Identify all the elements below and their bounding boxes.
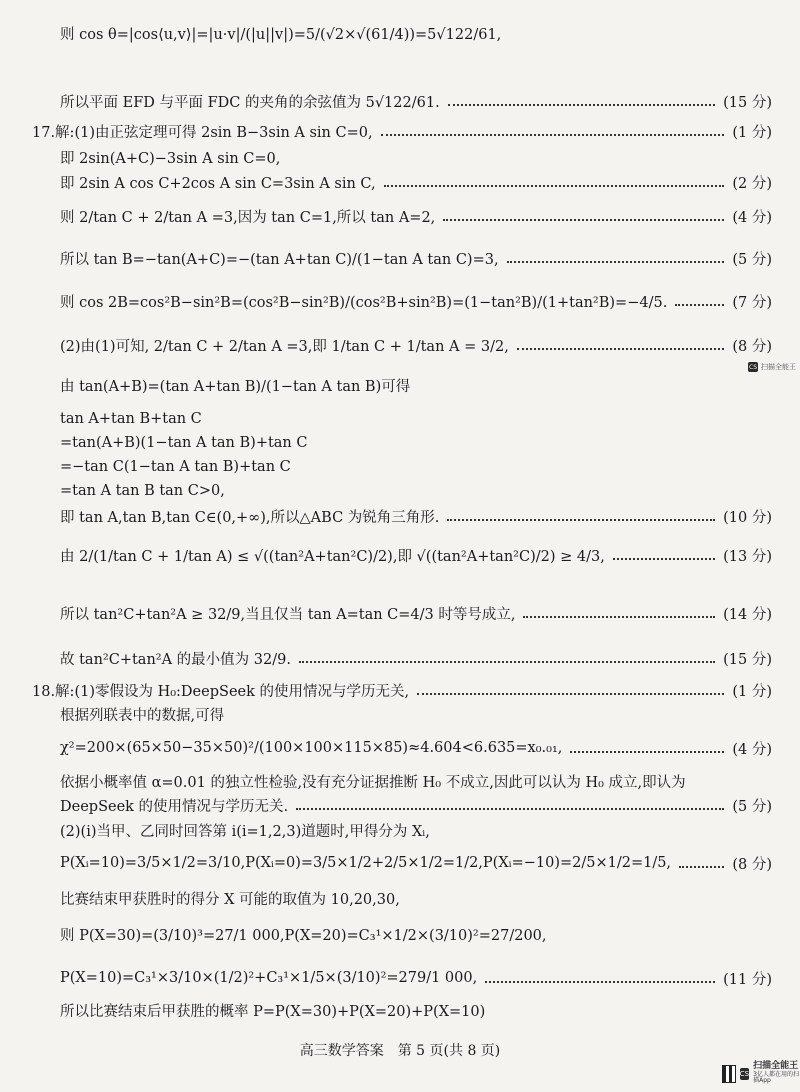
scanner-logo-icon: CS xyxy=(739,1069,750,1078)
text-line: 则 2/tan C + 2/tan A =3,因为 tan C=1,所以 tan A=2, (4 分) xyxy=(60,209,772,226)
text-line: 依据小概率值 α=0.01 的独立性检验,没有充分证据推断 H₀ 不成立,因此可以认为 H₀ 成立,即认为 xyxy=(60,774,686,791)
qr-code-icon xyxy=(722,1065,736,1083)
text-line: =tan A tan B tan C>0, xyxy=(60,483,225,499)
scanner-tagline: 3亿人都在用的扫描App xyxy=(753,1070,799,1085)
text-line: DeepSeek 的使用情况与学历无关. (5 分) xyxy=(60,798,772,815)
text-line: (2)由(1)可知, 2/tan C + 2/tan A =3,即 1/tan C + 1/tan A = 3/2, (8 分) xyxy=(60,338,772,355)
text-line: 由 tan(A+B)=(tan A+tan B)/(1−tan A tan B)可得 xyxy=(60,378,411,395)
text-line: tan A+tan B+tan C xyxy=(60,411,202,427)
text-line: 即 tan A,tan B,tan C∈(0,+∞),所以△ABC 为锐角三角形. (10 分) xyxy=(60,509,772,526)
scanner-watermark xyxy=(748,362,796,372)
text-line: 所以 tan²C+tan²A ≥ 32/9,当且仅当 tan A=tan C=4/3 时等号成立, (14 分) xyxy=(60,606,772,623)
text-line: 18.解:(1)零假设为 H₀:DeepSeek 的使用情况与学历无关, (1 分) xyxy=(32,683,772,700)
text-line: 即 2sin(A+C)−3sin A sin C=0, xyxy=(60,150,281,167)
text-line: 所以平面 EFD 与平面 FDC 的夹角的余弦值为 5√122/61. (15 分) xyxy=(60,94,772,111)
text-line: (2)(i)当甲、乙同时回答第 i(i=1,2,3)道题时,甲得分为 Xᵢ, xyxy=(60,823,430,840)
scanner-badge xyxy=(722,1062,800,1085)
scanner-brand: 扫描全能王 xyxy=(753,1061,799,1071)
text-line: 比赛结束甲获胜时的得分 X 可能的取值为 10,20,30, xyxy=(60,891,400,908)
text-line: P(Xᵢ=10)=3/5×1/2=3/10,P(Xᵢ=0)=3/5×1/2+2/5×1/2=1/2,P(Xᵢ=−10)=2/5×1/2=1/5, (8 分) xyxy=(60,855,772,873)
text-line: 17.解:(1)由正弦定理可得 2sin B−3sin A sin C=0, (1 分) xyxy=(32,124,772,141)
text-line: 则 cos θ=|cos⟨u,v⟩|=|u·v|/(|u||v|)=5/(√2×√(61/4))=5√122/61, xyxy=(60,26,502,43)
text-line: χ²=200×(65×50−35×50)²/(100×100×115×85)≈4.604<6.635=x₀.₀₁, (4 分) xyxy=(60,740,772,758)
text-line: =tan(A+B)(1−tan A tan B)+tan C xyxy=(60,435,308,451)
text-line: 则 cos 2B=cos²B−sin²B=(cos²B−sin²B)/(cos²B+sin²B)=(1−tan²B)/(1+tan²B)=−4/5. (7 分) xyxy=(60,294,772,311)
text-line: 所以比赛结束后甲获胜的概率 P=P(X=30)+P(X=20)+P(X=10) xyxy=(60,1003,486,1020)
page-footer: 高三数学答案 第 5 页(共 8 页) xyxy=(299,1043,501,1059)
text-line: 即 2sin A cos C+2cos A sin C=3sin A sin C, (2 分) xyxy=(60,175,772,192)
text-line: P(X=10)=C₃¹×3/10×(1/2)²+C₃¹×1/5×(3/10)²=279/1 000, (11 分) xyxy=(60,970,772,988)
text-line: 由 2/(1/tan C + 1/tan A) ≤ √((tan²A+tan²C)/2),即 √((tan²A+tan²C)/2) ≥ 4/3, (13 分) xyxy=(60,548,772,565)
text-line: 故 tan²C+tan²A 的最小值为 32/9. (15 分) xyxy=(60,651,772,668)
text-line: =−tan C(1−tan A tan B)+tan C xyxy=(60,459,291,475)
text-line: 则 P(X=30)=(3/10)³=27/1 000,P(X=20)=C₃¹×1/2×(3/10)²=27/200, xyxy=(60,927,547,944)
text-line: 所以 tan B=−tan(A+C)=−(tan A+tan C)/(1−tan A tan C)=3, (5 分) xyxy=(60,251,772,268)
scanner-brand: 扫描全能王 xyxy=(761,363,796,371)
scanner-logo-icon: CS xyxy=(749,363,757,371)
text-line: 根据列联表中的数据,可得 xyxy=(60,707,225,724)
